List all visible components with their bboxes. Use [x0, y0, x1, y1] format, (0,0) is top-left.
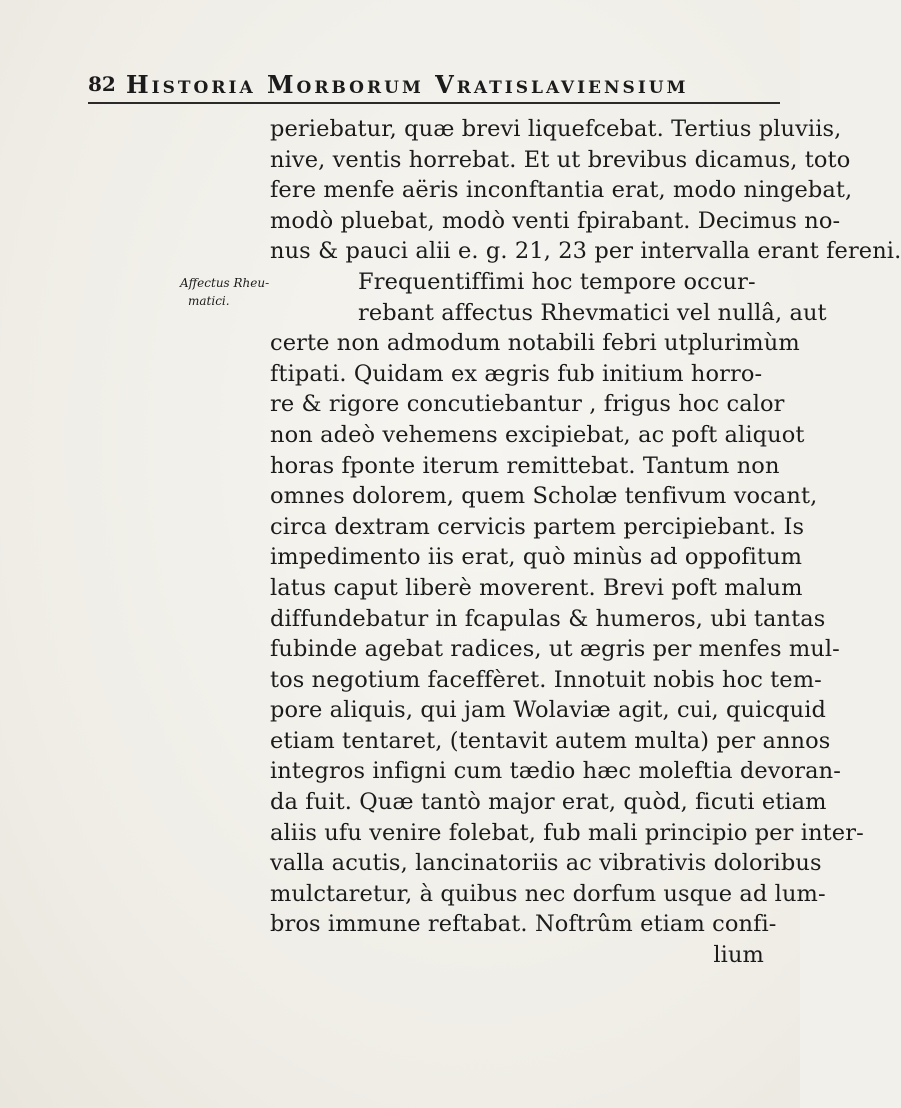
text-line: tos negotium faceffèret. Innotuit nobis hoc tem- [270, 666, 822, 693]
text-line: Frequentiffimi hoc tempore occur- [358, 268, 756, 295]
text-line: horas fponte iterum remittebat. Tantum non [270, 452, 780, 479]
text-line: re & rigore concutiebantur , frigus hoc calor [270, 391, 785, 418]
margin-note [180, 274, 280, 310]
text-line: pore aliquis, qui jam Wolaviæ agit, cui, quicquid [270, 697, 827, 724]
text-line: aliis ufu venire folebat, fub mali principio per inter- [270, 819, 864, 846]
text-line: valla acutis, lancinatoriis ac vibrativis doloribus [270, 850, 822, 877]
running-head: Historia Morborum Vratislaviensium [126, 70, 689, 99]
page-number: 82 [88, 72, 116, 96]
text-line: latus caput liberè moverent. Brevi poft malum [270, 574, 803, 601]
margin-note-line: matici. [188, 294, 230, 308]
header-rule [88, 102, 780, 104]
text-line: mulctaretur, à quibus nec dorfum usque ad lum- [270, 880, 826, 907]
text-line: etiam tentaret, (tentavit autem multa) per annos [270, 727, 831, 754]
text-line: da fuit. Quæ tantò major erat, quòd, ficuti etiam [270, 789, 827, 816]
text-line: nive, ventis horrebat. Et ut brevibus dicamus, toto [270, 146, 851, 173]
text-line: fere menfe aëris inconftantia erat, modo ningebat, [270, 177, 853, 204]
text-line: periebatur, quæ brevi liquefcebat. Tertius pluviis, [270, 116, 842, 142]
text-line: circa dextram cervicis partem percipiebant. Is [270, 513, 805, 540]
text-line: modò pluebat, modò venti fpirabant. Decimus no- [270, 207, 841, 234]
text-line: rebant affectus Rhevmatici vel nullâ, aut [358, 299, 827, 326]
text-line: diffundebatur in fcapulas & humeros, ubi tantas [270, 605, 826, 632]
body-text [270, 114, 901, 971]
text-line: certe non admodum notabili febri utplurimùm [270, 330, 800, 357]
catchword: lium [713, 942, 764, 969]
text-line: nus & pauci alii e. g. 21, 23 per intervalla erant fereni. [270, 238, 901, 265]
margin-note-line: Affectus Rheu- [180, 276, 270, 290]
page-header [88, 66, 778, 106]
text-line: non adeò vehemens excipiebat, ac poft aliquot [270, 421, 805, 448]
text-line: ftipati. Quidam ex ægris fub initium horro- [270, 360, 763, 387]
text-line: omnes dolorem, quem Scholæ tenfivum vocant, [270, 483, 818, 510]
text-line: bros immune reftabat. Noftrûm etiam confi- [270, 911, 777, 938]
text-line: integros infigni cum tædio hæc moleftia devoran- [270, 758, 841, 785]
text-line: impedimento iis erat, quò minùs ad oppofitum [270, 544, 803, 571]
text-line: fubinde agebat radices, ut ægris per menfes mul- [270, 636, 840, 663]
